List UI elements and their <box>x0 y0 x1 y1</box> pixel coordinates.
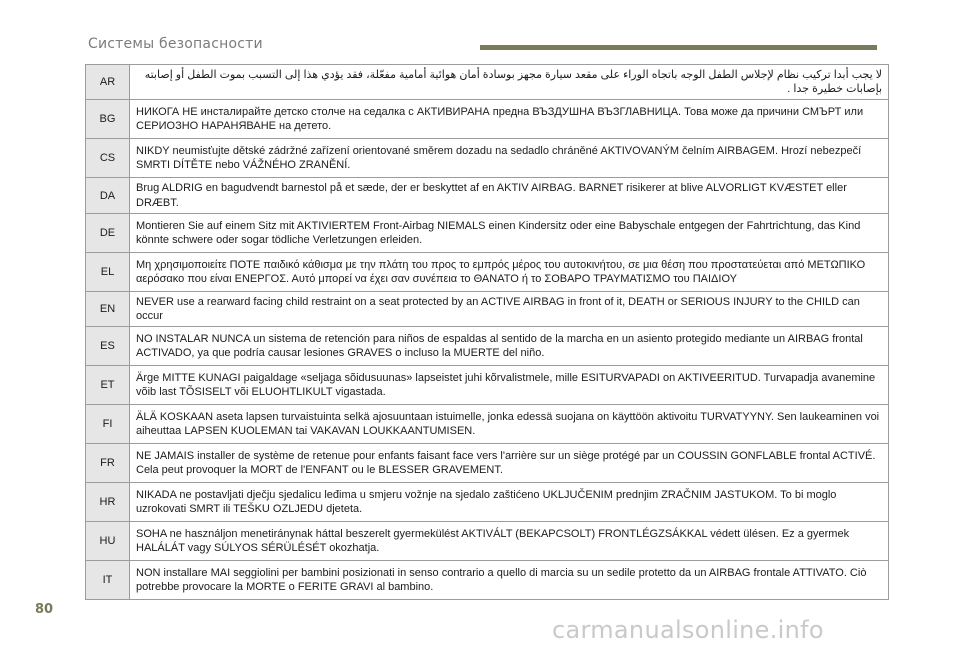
table-row <box>86 561 889 600</box>
watermark: carmanualsonline.info <box>552 616 824 644</box>
warning-text: NEVER use a rearward facing child restraint on a seat protected by an ACTIVE AIRBAG in front of it, DEATH or SERIOUS INJURY to the CHILD can occur <box>130 291 889 326</box>
language-code: HU <box>86 522 130 561</box>
language-code: HR <box>86 483 130 522</box>
warning-text: NIKDY neumisťujte dětské zádržné zařízení orientované směrem dozadu na sedadlo chráněné AKTIVOVANÝM čelním AIRBAGEM. Hrozí nebezpečí SMRTI DÍTĚTE nebo VÁŽNÉHO ZRANĚNÍ. <box>130 139 889 178</box>
warning-text: НИКОГА НЕ инсталирайте детско столче на седалка с АКТИВИРАНА предна ВЪЗДУШНА ВЪЗГЛАВНИЦА. Това може да причини СМЪРТ или СЕРИОЗНО НАРАНЯВАНЕ на детето. <box>130 100 889 139</box>
language-code: CS <box>86 139 130 178</box>
language-code: DE <box>86 213 130 252</box>
table-row <box>86 405 889 444</box>
page-number: 80 <box>35 602 54 617</box>
language-code: DA <box>86 178 130 213</box>
warning-text: Montieren Sie auf einem Sitz mit AKTIVIERTEM Front-Airbag NIEMALS einen Kindersitz oder eine Babyschale entgegen der Fahrtrichtung, das Kind könnte schwere oder sogar tödliche Verletzungen erleiden. <box>130 213 889 252</box>
language-code: EL <box>86 252 130 291</box>
header-accent-bar <box>480 45 877 50</box>
table-row <box>86 522 889 561</box>
warning-text: ÄLÄ KOSKAAN aseta lapsen turvaistuinta selkä ajosuuntaan istuimelle, jonka edessä suojana on käyttöön aktivoitu TURVATYYNY. Sen laukeaminen voi aiheuttaa LAPSEN KUOLEMAN tai VAKAVAN LOUKKAANTUMISEN. <box>130 405 889 444</box>
table-row <box>86 139 889 178</box>
warning-text: NON installare MAI seggiolini per bambini posizionati in senso contrario a quello di marcia su un sedile protetto da un AIRBAG frontale ATTIVATO. Ciò potrebbe provocare la MORTE o FERITE GRAVI al bambino. <box>130 561 889 600</box>
table-row <box>86 252 889 291</box>
table-row <box>86 65 889 100</box>
table-row <box>86 366 889 405</box>
language-code: ES <box>86 327 130 366</box>
table-row <box>86 327 889 366</box>
table-row <box>86 178 889 213</box>
table-row <box>86 213 889 252</box>
warning-text: Μη χρησιμοποιείτε ΠΟΤΕ παιδικό κάθισμα με την πλάτη του προς το εμπρός μέρος του αυτοκινήτου, σε μια θέση που προστατεύεται από ΜΕΤΩΠΙΚΟ αερόσακο που είναι ΕΝΕΡΓΟΣ. Αυτό μπορεί να έχει σαν συνέπεια το ΘΑΝΑΤΟ ή το ΣΟΒΑΡΟ ΤΡΑΥΜΑΤΙΣΜΟ του ΠΑΙΔΙΟΥ <box>130 252 889 291</box>
language-code: ET <box>86 366 130 405</box>
language-code: EN <box>86 291 130 326</box>
language-code: FI <box>86 405 130 444</box>
warning-text: Ärge MITTE KUNAGI paigaldage «seljaga sõidusuunas» lapseistet juhi kõrvalistmele, mille ESITURVAPADI on AKTIVEERITUD. Turvapadja avanemine võib last TÕSISELT või ELUOHTLIKULT vigastada. <box>130 366 889 405</box>
language-code: AR <box>86 65 130 100</box>
language-code: IT <box>86 561 130 600</box>
table-row <box>86 444 889 483</box>
warning-text: NIKADA ne postavljati dječju sjedalicu leđima u smjeru vožnje na sjedalo zaštićeno UKLJUČENIM prednjim ZRAČNIM JASTUKOM. To bi moglo uzrokovati SMRT ili TEŠKU OZLJEDU djeteta. <box>130 483 889 522</box>
warning-text: Brug ALDRIG en bagudvendt barnestol på et sæde, der er beskyttet af en AKTIV AIRBAG. BARNET risikerer at blive ALVORLIGT KVÆSTET eller DRÆBT. <box>130 178 889 213</box>
section-title: Системы безопасности <box>88 36 263 52</box>
table-row <box>86 100 889 139</box>
airbag-warning-table <box>85 64 889 600</box>
warning-text: لا يجب أبدا تركيب نظام لإجلاس الطفل الوجه باتجاه الوراء على مقعد سيارة مجهز بوسادة أمان هوائية أمامية مفعّلة، فقد يؤدي هذا إلى التسبب بموت الطفل أو إصابته بإصابات خطيرة جدا . <box>130 65 889 100</box>
warning-text: SOHA ne használjon menetiránynak háttal beszerelt gyermekülést AKTIVÁLT (BEKAPCSOLT) FRONTLÉGZSÁKKAL védett ülésen. Ez a gyermek HALÁLÁT vagy SÚLYOS SÉRÜLÉSÉT okozhatja. <box>130 522 889 561</box>
warning-text: NO INSTALAR NUNCA un sistema de retención para niños de espaldas al sentido de la marcha en un asiento protegido mediante un AIRBAG frontal ACTIVADO, ya que podría causar lesiones GRAVES o incluso la MUERTE del niño. <box>130 327 889 366</box>
table-row <box>86 291 889 326</box>
language-code: FR <box>86 444 130 483</box>
table-row <box>86 483 889 522</box>
language-code: BG <box>86 100 130 139</box>
warning-text: NE JAMAIS installer de système de retenue pour enfants faisant face vers l'arrière sur un siège protégé par un COUSSIN GONFLABLE frontal ACTIVÉ. Cela peut provoquer la MORT de l'ENFANT ou le BLESSER GRAVEMENT. <box>130 444 889 483</box>
